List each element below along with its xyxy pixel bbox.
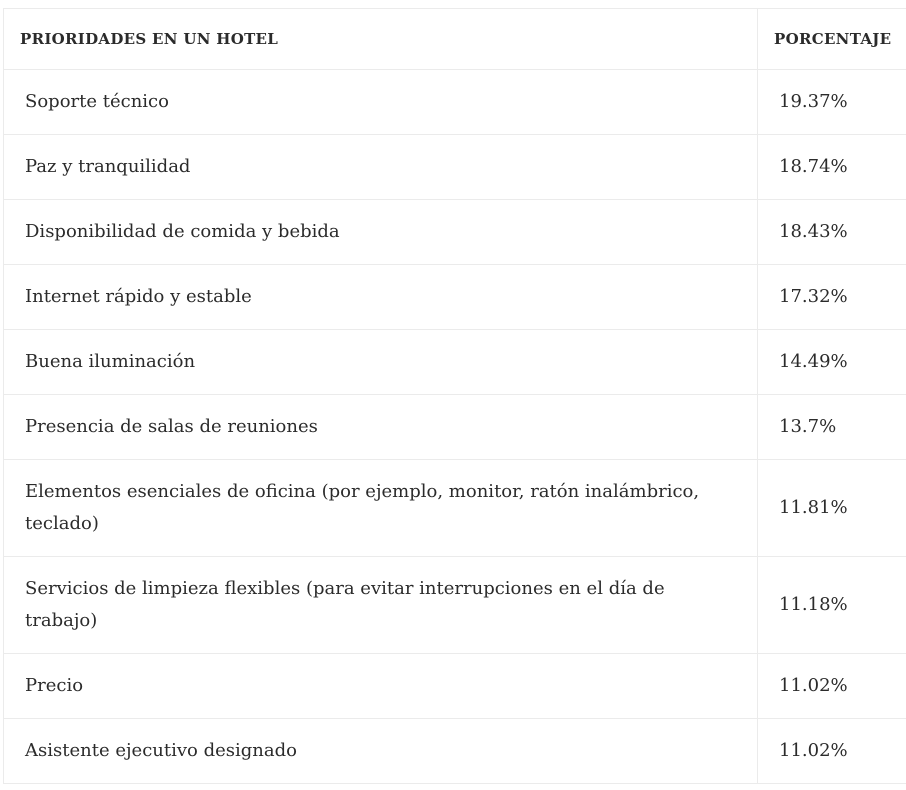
table-row: [4, 557, 906, 654]
priority-cell: Disponibilidad de comida y bebida: [4, 200, 758, 265]
percentage-cell: 11.02%: [758, 719, 906, 784]
percentage-cell: 13.7%: [758, 395, 906, 460]
table-header-row: [4, 9, 906, 70]
table-row: [4, 265, 906, 330]
priority-cell: Paz y tranquilidad: [4, 135, 758, 200]
percentage-column-header: PORCENTAJE: [758, 9, 906, 70]
table-row: [4, 654, 906, 719]
table-row: [4, 330, 906, 395]
percentage-cell: 11.81%: [758, 460, 906, 557]
percentage-cell: 11.02%: [758, 654, 906, 719]
percentage-cell: 14.49%: [758, 330, 906, 395]
percentage-cell: 18.74%: [758, 135, 906, 200]
table-row: [4, 719, 906, 784]
priority-column-header: PRIORIDADES EN UN HOTEL: [4, 9, 758, 70]
table-row: [4, 395, 906, 460]
priority-cell: Soporte técnico: [4, 70, 758, 135]
priority-cell: Buena iluminación: [4, 330, 758, 395]
table-row: [4, 135, 906, 200]
table-row: [4, 200, 906, 265]
priority-cell: Asistente ejecutivo designado: [4, 719, 758, 784]
priority-cell: Servicios de limpieza flexibles (para evitar interrupciones en el día de trabajo): [4, 557, 758, 654]
table-row: [4, 70, 906, 135]
percentage-cell: 11.18%: [758, 557, 906, 654]
priority-cell: Internet rápido y estable: [4, 265, 758, 330]
priority-cell: Presencia de salas de reuniones: [4, 395, 758, 460]
percentage-cell: 19.37%: [758, 70, 906, 135]
table-row: [4, 460, 906, 557]
percentage-cell: 17.32%: [758, 265, 906, 330]
hotel-priorities-table: [3, 8, 906, 784]
percentage-cell: 18.43%: [758, 200, 906, 265]
priority-cell: Elementos esenciales de oficina (por ejemplo, monitor, ratón inalámbrico, teclado): [4, 460, 758, 557]
priority-cell: Precio: [4, 654, 758, 719]
